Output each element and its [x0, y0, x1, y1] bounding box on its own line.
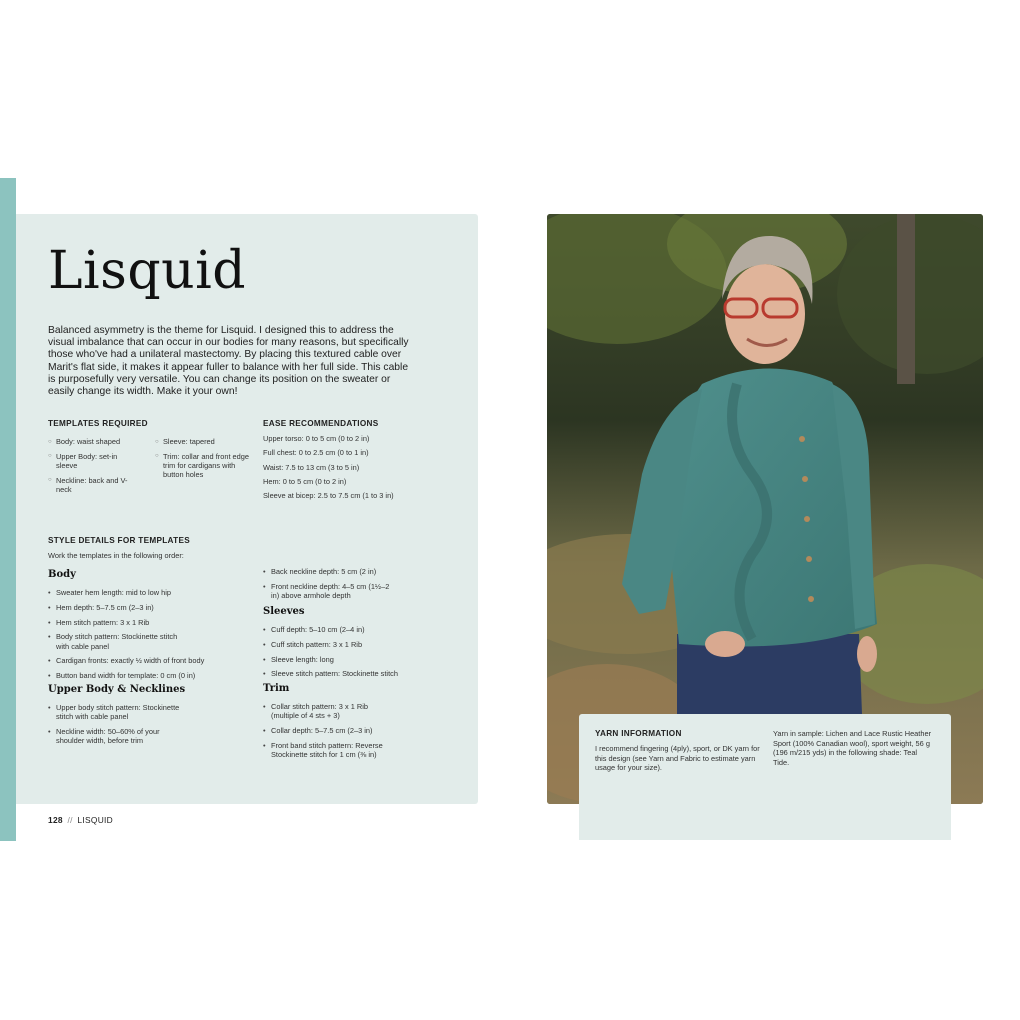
list-item: • Cardigan fronts: exactly ½ width of front body: [48, 656, 238, 665]
list-item: • Back neckline depth: 5 cm (2 in): [263, 567, 433, 576]
trim-list: [263, 702, 423, 765]
upper-body-list: [48, 703, 208, 751]
page-footer: [48, 815, 113, 825]
neckline-list: [263, 567, 433, 606]
list-item: Hem: 0 to 5 cm (0 to 2 in): [263, 476, 347, 486]
list-item: • Upper body stitch pattern: Stockinette stitch with cable panel: [48, 703, 198, 721]
intro-paragraph: Balanced asymmetry is the theme for Lisquid. I designed this to address the visual imbalance that can occur in our bodies for many reasons, but specifically those who've had a unilateral mastectomy. By placing this textured cable over Marit's flat side, it makes it appear fuller to balance with her full side. This cable is purposefully very versatile. You can change its position on the sweater or easily change its width. Make it your own!: [48, 325, 409, 398]
trim-subheading: Trim: [263, 683, 290, 694]
page-title: Lisquid: [48, 241, 247, 301]
list-item: • Hem depth: 5–7.5 cm (2–3 in): [48, 603, 238, 612]
body-list: [48, 588, 238, 686]
list-item: • Front neckline depth: 4–5 cm (1½–2 in) above armhole depth: [263, 582, 393, 600]
sleeves-list: [263, 625, 453, 684]
list-item: Waist: 7.5 to 13 cm (3 to 5 in): [263, 462, 360, 472]
list-item: ○ Neckline: back and V-neck: [48, 476, 138, 494]
templates-heading: TEMPLATES REQUIRED: [48, 419, 148, 428]
list-item: • Collar depth: 5–7.5 cm (2–3 in): [263, 726, 423, 735]
body-subheading: Body: [48, 569, 76, 580]
list-item: ○ Sleeve: tapered: [155, 437, 250, 446]
list-item: • Collar stitch pattern: 3 x 1 Rib (multiple of 4 sts + 3): [263, 702, 388, 720]
page-number: 128: [48, 815, 63, 825]
yarn-sample: Yarn in sample: Lichen and Lace Rustic Heather Sport (100% Canadian wool), sport weight, 56 g (196 m/215 yds) in the following shade: Teal Tide.: [773, 729, 932, 767]
list-item: • Body stitch pattern: Stockinette stitch with cable panel: [48, 632, 183, 650]
upper-body-subheading: Upper Body & Necklines: [48, 684, 186, 695]
list-item: • Button band width for template: 0 cm (0 in): [48, 671, 238, 680]
list-item: ○ Trim: collar and front edge trim for cardigans with button holes: [155, 452, 250, 480]
list-item: ○ Upper Body: set-in sleeve: [48, 452, 138, 470]
footer-label: LISQUID: [77, 815, 114, 825]
ease-heading: EASE RECOMMENDATIONS: [263, 419, 379, 428]
list-item: ○ Body: waist shaped: [48, 437, 138, 446]
list-item: • Hem stitch pattern: 3 x 1 Rib: [48, 618, 238, 627]
yarn-heading: YARN INFORMATION: [595, 729, 682, 738]
list-item: • Sweater hem length: mid to low hip: [48, 588, 238, 597]
list-item: • Neckline width: 50–60% of your shoulder width, before trim: [48, 727, 183, 745]
list-item: • Sleeve length: long: [263, 655, 453, 664]
style-intro: Work the templates in the following order:: [48, 551, 184, 560]
yarn-recommendation: I recommend fingering (4ply), sport, or DK yarn for this design (see Yarn and Fabric to estimate yarn usage for your size).: [595, 744, 760, 772]
list-item: • Cuff stitch pattern: 3 x 1 Rib: [263, 640, 453, 649]
sleeves-subheading: Sleeves: [263, 606, 305, 617]
footer-separator: //: [67, 815, 73, 825]
list-item: Full chest: 0 to 2.5 cm (0 to 1 in): [263, 448, 369, 458]
list-item: • Cuff depth: 5–10 cm (2–4 in): [263, 625, 453, 634]
accent-bar: [0, 178, 16, 841]
list-item: • Sleeve stitch pattern: Stockinette stitch: [263, 669, 453, 678]
list-item: • Front band stitch pattern: Reverse Stockinette stitch for 1 cm (⅜ in): [263, 741, 408, 759]
ease-list: [263, 434, 463, 505]
list-item: Upper torso: 0 to 5 cm (0 to 2 in): [263, 434, 370, 443]
style-heading: STYLE DETAILS FOR TEMPLATES: [48, 536, 190, 545]
templates-list-1: [48, 437, 138, 500]
templates-list-2: [155, 437, 250, 485]
list-item: Sleeve at bicep: 2.5 to 7.5 cm (1 to 3 in): [263, 491, 394, 501]
